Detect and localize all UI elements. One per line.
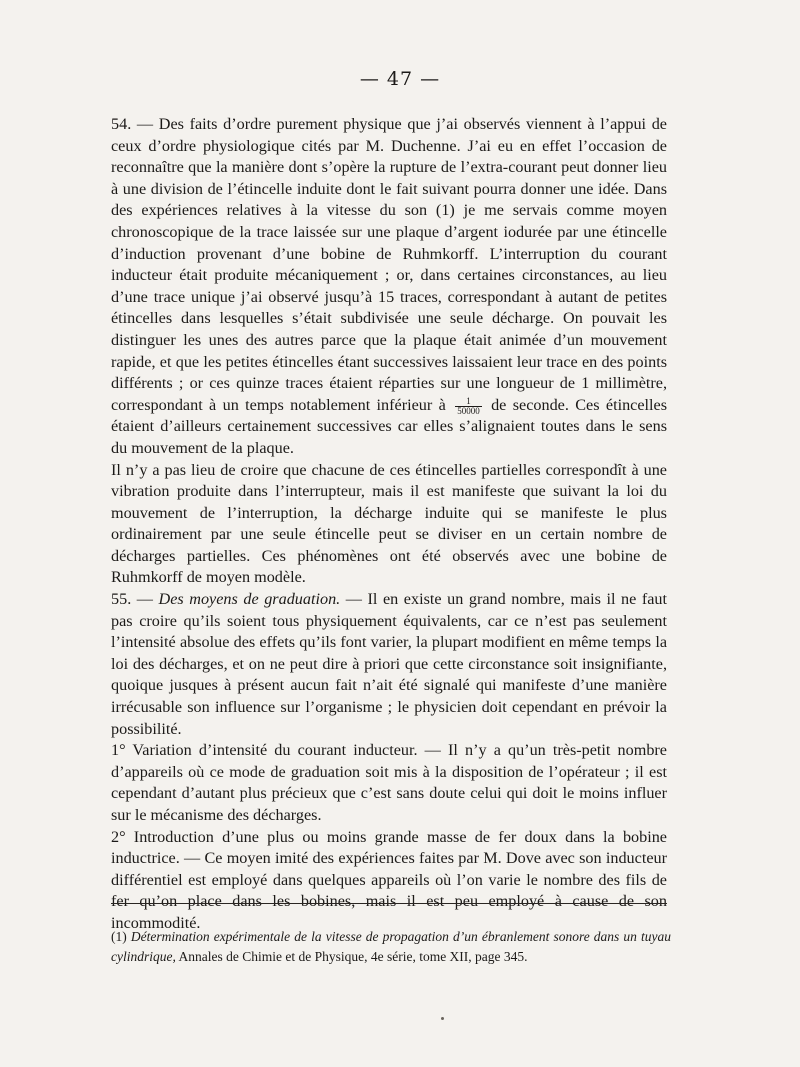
page-number: — 47 — bbox=[359, 68, 441, 90]
footnote-citation: Annales de Chimie et de Physique, 4e série, tome XII, page 345. bbox=[178, 948, 528, 964]
body-text bbox=[111, 114, 667, 935]
fraction bbox=[455, 397, 482, 416]
footnote-divider bbox=[111, 903, 667, 904]
paragraph-54 bbox=[111, 114, 667, 460]
fraction-denominator: 50000 bbox=[457, 405, 480, 416]
section-title: Des moyens de graduation. bbox=[158, 590, 341, 609]
paragraph-55 bbox=[111, 589, 667, 740]
paragraph-54-text-a: 54. — Des faits d’ordre purement physique que j’ai observés viennent à l’appui de ceux d’ordre physiologique cités par M. Duchenne. J’ai eu en effet l’occasion de reconnaître que la manière dont s’opère la rupture de l’extra-courant peut donner lieu à une division de l’étincelle induite dont le fait suivant pourra donner une idée. Dans des expériences relatives à la vitesse du son (1) je me servais comme moyen chronoscopique de la trace laissée sur une plaque d’argent iodurée par une étincelle d’induction provenant d’une bobine de Ruhmkorff. L’interruption du courant inducteur était produite mécaniquement ; or, dans certaines circonstances, au lieu d’une trace unique j’ai observé jusqu’à 15 traces, correspondant à autant de petites étincelles dans lesquelles s’était subdivisée une seule décharge. On pouvait les distinguer les unes des autres parce que la plaque était animée d’un mouvement rapide, et que les petites étincelles étant successives laissaient leur trace en des points différents ; or ces quinze traces étaient réparties sur une longueur de 1 millimètre, correspondant à un temps notablement inférieur à bbox=[111, 115, 667, 414]
paragraph-item-1: 1° Variation d’intensité du courant inducteur. — Il n’y a qu’un très-petit nombre d’appareils où ce mode de graduation soit mis à la disposition de l’opérateur ; il est cependant d’autant plus précieux que c’est sans doute celui qui doit le moins influer sur le mécanisme des décharges. bbox=[111, 741, 667, 824]
paragraph-54-continued: Il n’y a pas lieu de croire que chacune de ces étincelles partielles correspondît à une vibration produite dans l’interrupteur, mais il est manifeste que suivant la loi du mouvement de l’interruption, la décharge induite qui se manifeste le plus ordinairement par une seule étincelle peut se diviser en un certain nombre de décharges partielles. Ces phénomènes ont été observés avec une bobine de Ruhmkorff de moyen modèle. bbox=[111, 460, 667, 587]
fraction-numerator: 1 bbox=[455, 397, 482, 407]
paragraph-54-text-b: de seconde. Ces étincelles étaient d’ailleurs certainement successives car elles s’alignaient toutes dans le sens du mouvement de la plaque. bbox=[111, 395, 668, 457]
footnote-title: Détermination expérimentale de la vitesse de propagation d’un ébranlement sonore dans un tuyau cylindrique, bbox=[111, 929, 671, 964]
page-blemish bbox=[441, 1017, 444, 1020]
footnote bbox=[111, 927, 671, 966]
paragraph-item-2: 2° Introduction d’une plus ou moins grande masse de fer doux dans la bobine inductrice. — Ce moyen imité des expériences faites par M. Dove avec son inducteur différentiel est employé dans quelques appareils où l’on varie le nombre des fils de fer qu’on place dans les bobines, mais il est peu employé à cause de son incommodité. bbox=[111, 827, 667, 932]
paragraph-55-number: 55. — bbox=[111, 590, 159, 609]
paragraph-55-body: — Il en existe un grand nombre, mais il ne faut pas croire qu’ils soient tous physiquement équivalents, car ce n’est pas seulement l’intensité absolue des effets qu’ils font varier, la plupart modifient en même temps la loi des décharges, et on ne peut dire à priori que cette circonstance soit insignifiante, quoique jusques à présent aucun fait n’ait été signalé qui manifeste d’une manière irrécusable son influence sur l’organisme ; le physicien doit cependant en prévoir la possibilité. bbox=[111, 590, 668, 738]
footnote-marker: (1) bbox=[111, 929, 127, 944]
